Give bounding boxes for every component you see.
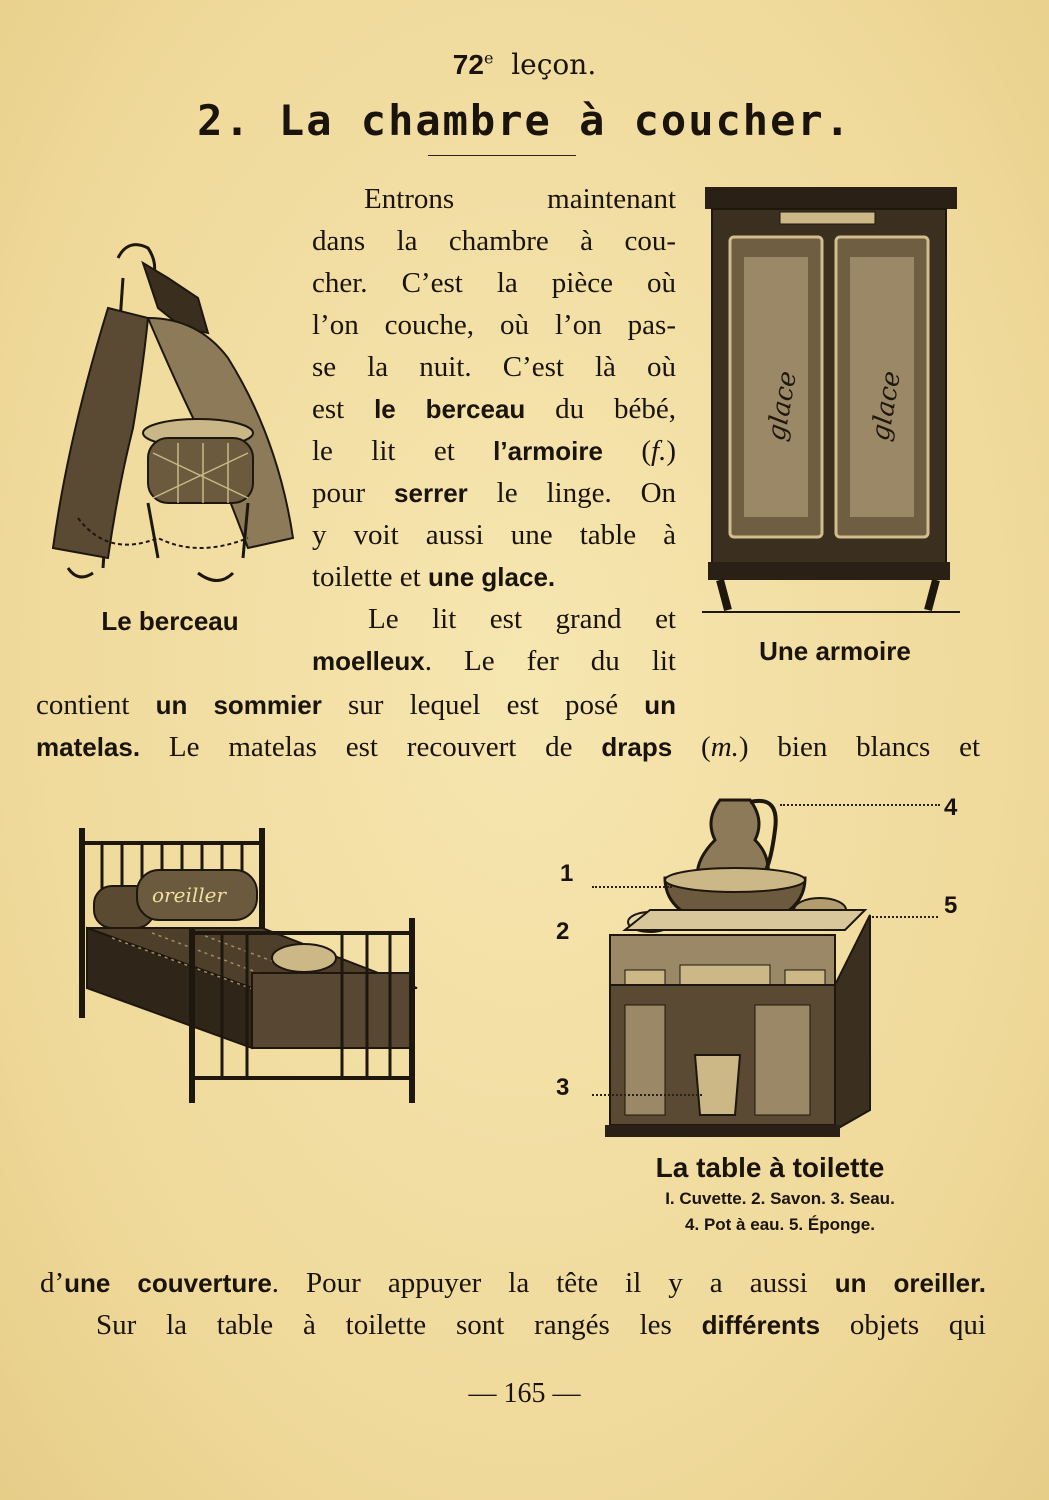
p3-line-1 [96, 1304, 986, 1346]
term-serrer: serrer [394, 478, 468, 508]
term-moelleux: moelleux [312, 646, 425, 676]
leader-5 [872, 916, 938, 918]
p2-l4-d: ( [701, 731, 711, 763]
wardrobe-mirror-label-right: glace [865, 368, 908, 444]
caption-washstand: La table à toilette [655, 1152, 885, 1183]
p1-l8-c: le linge. On [496, 477, 677, 509]
lesson-number: 72 [452, 49, 484, 80]
legend-line-1: I. Cuvette. 2. Savon. 3. Seau. [665, 1189, 895, 1208]
bed-illustration [72, 818, 434, 1118]
washstand-label-4: 4 [944, 794, 958, 821]
p2-l3-a: contient [36, 689, 130, 721]
leader-3 [592, 1094, 702, 1096]
p2-line-2 [312, 640, 676, 682]
leader-1 [592, 886, 672, 888]
paragraph-3 [96, 1304, 986, 1346]
p1-l6-a: est [312, 393, 345, 425]
caption-wardrobe: Une armoire [759, 636, 911, 666]
term-matelas: matelas. [36, 732, 141, 762]
p1-l7-e: ) [666, 435, 677, 467]
p2-l4-f: ) bien blancs et [738, 731, 981, 763]
p2-line-1: Le lit est grand et [368, 603, 676, 635]
p1-line-5: se la nuit. C’est là où [312, 351, 676, 383]
term-differents: différents [701, 1310, 821, 1340]
p2-l4-b: Le matelas est recouvert de [168, 731, 573, 763]
p1-line-9: y voit aussi une table à [312, 519, 676, 551]
p1-line-8 [312, 472, 676, 514]
title-divider [428, 155, 576, 156]
term-couverture: une couverture [64, 1268, 272, 1298]
paragraph-2-end [40, 1262, 986, 1304]
washstand-label-1: 1 [560, 860, 574, 887]
p2-l3-d: un [644, 690, 677, 720]
p1-line-3: cher. C’est la pièce où [312, 267, 676, 299]
term-berceau: le berceau [374, 394, 526, 424]
page-title: 2. La chambre à coucher. [197, 96, 852, 145]
washstand-label-3: 3 [556, 1074, 570, 1101]
p1-l10-a: toilette et [312, 561, 421, 593]
pillow-label: oreiller [152, 883, 227, 907]
washstand-label-5: 5 [944, 892, 958, 919]
cradle-illustration [48, 238, 298, 588]
washstand-label-2: 2 [556, 918, 570, 945]
p1-line-2: dans la chambre à cou- [312, 225, 676, 257]
lesson-header [0, 48, 1049, 81]
leader-4 [780, 804, 940, 806]
washstand-illustration [590, 790, 920, 1145]
term-sommier: un sommier [155, 690, 322, 720]
p2-line-5 [40, 1262, 986, 1304]
paragraph-2-line-4 [36, 726, 980, 768]
p1-line-6 [312, 388, 676, 430]
wardrobe-illustration [700, 182, 962, 617]
p2-l5-a: d’ [40, 1267, 65, 1299]
p1-line-4: l’on couche, où l’on pas- [312, 309, 676, 341]
p1-l6-c: du bébé, [555, 393, 677, 425]
p2-l2-b: . Le fer du lit [424, 645, 676, 677]
lesson-word: leçon. [511, 48, 597, 81]
p2-line-4 [36, 726, 980, 768]
p1-line-10 [312, 556, 676, 598]
p1-l7-a: le lit et [312, 435, 455, 467]
p2-l5-c: . Pour appuyer la tête il y a aussi [271, 1267, 808, 1299]
p3-l1-a: Sur la table à toilette sont rangés les [96, 1309, 672, 1341]
p1-l7-c: ( [641, 435, 652, 467]
page-number: — 165 — [468, 1378, 581, 1409]
p1-l8-a: pour [312, 477, 366, 509]
term-glace: une glace. [427, 562, 556, 592]
p1-line-1: Entrons maintenant [364, 183, 676, 215]
legend-line-2: 4. Pot à eau. 5. Éponge. [685, 1215, 875, 1234]
paragraph-1 [312, 178, 676, 598]
lesson-number-sup: e [483, 48, 494, 68]
term-oreiller: un oreiller. [834, 1268, 986, 1298]
caption-cradle: Le berceau [101, 606, 239, 636]
gender-f: f. [651, 435, 667, 467]
gender-m: m. [710, 731, 739, 763]
wardrobe-mirror-label-left: glace [761, 368, 804, 444]
term-armoire: l’armoire [493, 436, 603, 466]
paragraph-2-top [312, 598, 676, 682]
p1-line-7 [312, 430, 676, 472]
paragraph-2-body [36, 684, 676, 726]
p3-l1-c: objets qui [849, 1309, 986, 1341]
p2-line-3 [36, 684, 676, 726]
term-draps: draps [601, 732, 673, 762]
p2-l3-c: sur lequel est posé [348, 689, 619, 721]
washstand-legend [580, 1186, 980, 1238]
